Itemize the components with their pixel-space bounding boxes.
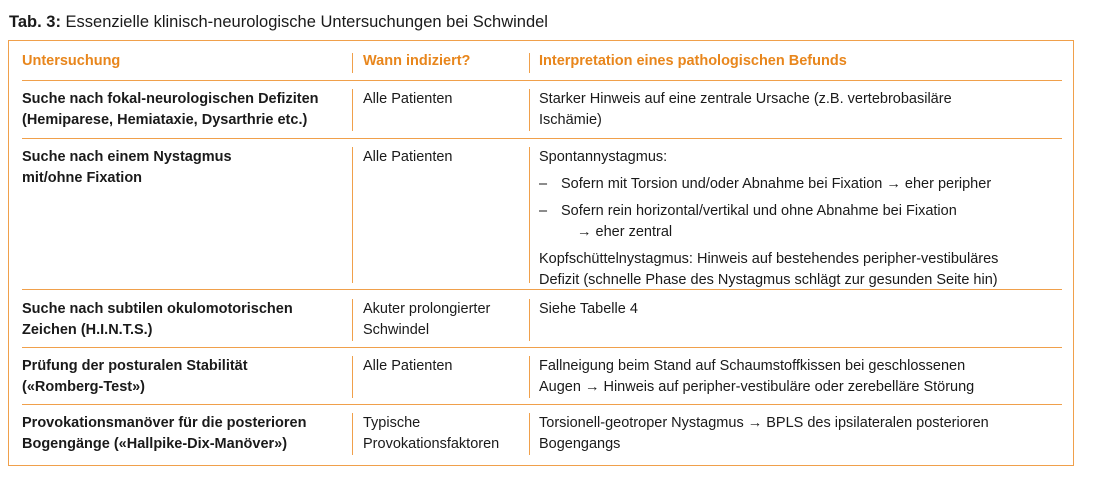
cell-text: Akuter prolongierter xyxy=(363,301,491,317)
caption-label: Tab. 3: xyxy=(9,13,61,31)
table-frame xyxy=(8,40,1074,466)
cell-text: Prüfung der posturalen Stabilität xyxy=(22,358,248,374)
cell-text: Torsionell-geotroper Nystagmus → BPLS des ipsilateralen posterioren xyxy=(539,415,989,431)
cell-text: Typische xyxy=(363,415,421,431)
bullet-dash: – xyxy=(539,203,548,219)
row-1-wann: Alle Patienten xyxy=(363,91,453,107)
row-4-wann: Alle Patienten xyxy=(363,358,453,374)
row-3-interpretation: Siehe Tabelle 4 xyxy=(539,301,638,317)
bullet-item xyxy=(539,174,1069,195)
cell-text: («Romberg-Test») xyxy=(22,379,145,395)
cell-text: Augen → Hinweis auf peripher-vestibuläre oder zerebelläre Störung xyxy=(539,379,975,395)
row-5-untersuchung xyxy=(22,413,352,455)
cell-text: Schwindel xyxy=(363,322,430,338)
column-divider xyxy=(352,356,353,398)
cell-text: → eher zentral xyxy=(577,224,673,240)
bullet-dash: – xyxy=(539,176,548,192)
cell-text: mit/ohne Fixation xyxy=(22,170,143,186)
row-1-interpretation xyxy=(539,89,1069,131)
column-divider xyxy=(529,147,530,283)
cell-text: Kopfschüttelnystagmus: Hinweis auf bestehendes peripher-vestibuläres xyxy=(539,251,999,267)
table-caption xyxy=(9,12,548,32)
cell-text: (Hemiparese, Hemiataxie, Dysarthrie etc.) xyxy=(22,112,308,128)
cell-text: Starker Hinweis auf eine zentrale Ursache (z.B. vertebrobasiläre xyxy=(539,91,952,107)
column-divider xyxy=(529,299,530,341)
header-wann-indiziert: Wann indiziert? xyxy=(363,53,471,69)
row-4-untersuchung xyxy=(22,356,352,398)
header-untersuchung: Untersuchung xyxy=(22,53,121,69)
cell-text: Suche nach subtilen okulomotorischen xyxy=(22,301,293,317)
cell-text: Provokationsmanöver für die posterioren xyxy=(22,415,307,431)
cell-text: Defizit (schnelle Phase des Nystagmus schlägt zur gesunden Seite hin) xyxy=(539,272,998,288)
row-3-wann xyxy=(363,299,523,341)
row-divider xyxy=(22,404,1062,405)
row-divider xyxy=(22,289,1062,290)
row-2-interpretation xyxy=(539,147,1069,291)
row-3-untersuchung xyxy=(22,299,352,341)
column-divider xyxy=(352,147,353,283)
header-divider xyxy=(529,53,530,73)
cell-text: Ischämie) xyxy=(539,112,602,128)
row-2-wann: Alle Patienten xyxy=(363,149,453,165)
cell-text: Bogengangs xyxy=(539,436,621,452)
row-1-untersuchung xyxy=(22,89,352,131)
row-divider xyxy=(22,80,1062,81)
cell-text: Zeichen (H.I.N.T.S.) xyxy=(22,322,153,338)
cell-text: Suche nach einem Nystagmus xyxy=(22,149,232,165)
column-divider xyxy=(529,89,530,131)
caption-title: Essenzielle klinisch-neurologische Untersuchungen bei Schwindel xyxy=(60,13,548,31)
cell-text: Provokationsfaktoren xyxy=(363,436,500,452)
column-divider xyxy=(529,413,530,455)
cell-text: Sofern rein horizontal/vertikal und ohne Abnahme bei Fixation xyxy=(561,203,957,219)
column-divider xyxy=(529,356,530,398)
header-divider xyxy=(352,53,353,73)
cell-text: Bogengänge («Hallpike-Dix-Manöver») xyxy=(22,436,288,452)
row-divider xyxy=(22,347,1062,348)
row-5-wann xyxy=(363,413,523,455)
row-2-untersuchung xyxy=(22,147,352,189)
column-divider xyxy=(352,299,353,341)
cell-text: Spontannystagmus: xyxy=(539,149,668,165)
row-5-interpretation xyxy=(539,413,1069,455)
row-4-interpretation xyxy=(539,356,1069,398)
cell-text: Fallneigung beim Stand auf Schaumstoffkissen bei geschlossenen xyxy=(539,358,966,374)
cell-text: Sofern mit Torsion und/oder Abnahme bei Fixation → eher peripher xyxy=(561,176,992,192)
column-divider xyxy=(352,413,353,455)
header-interpretation: Interpretation eines pathologischen Befunds xyxy=(539,53,847,69)
bullet-item xyxy=(539,201,1069,243)
column-divider xyxy=(352,89,353,131)
row-divider xyxy=(22,138,1062,139)
cell-text: Suche nach fokal-neurologischen Defiziten xyxy=(22,91,319,107)
